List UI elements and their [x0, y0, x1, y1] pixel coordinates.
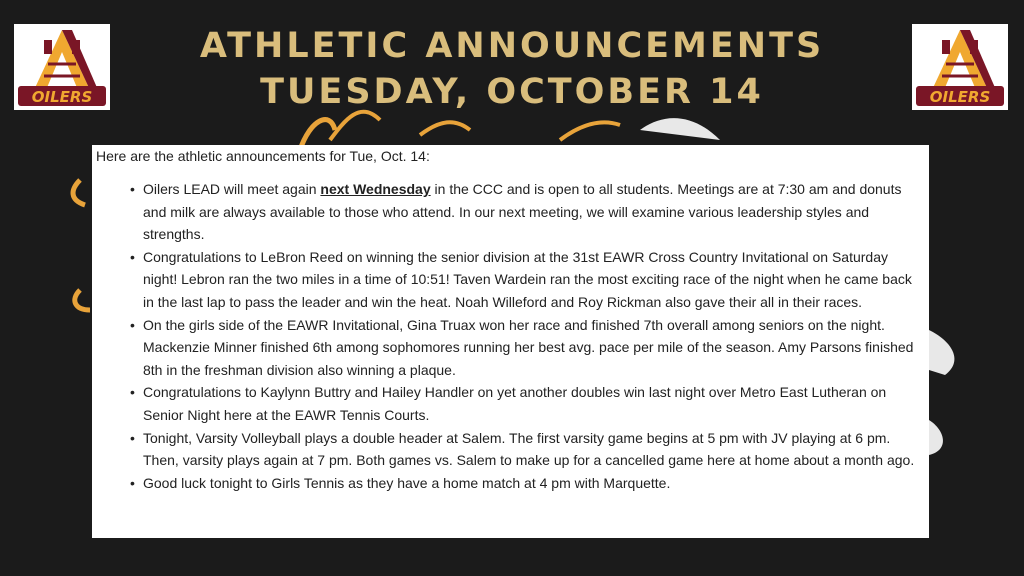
announcements-list — [92, 178, 924, 494]
logo-text: OILERS — [31, 88, 93, 106]
page-subtitle-date: TUESDAY, OCTOBER 14 — [260, 72, 764, 112]
list-item: • Tonight, Varsity Volleyball plays a double header at Salem. The first varsity game begins at 5 pm with JV playing at 6 pm. Then, varsity plays again at 7 pm. Both games vs. Salem to make up for a cancelled game here at home about a month ago. — [92, 427, 924, 472]
bullet-icon: • — [130, 248, 135, 265]
logo-text: OILERS — [929, 88, 991, 106]
list-item: • Congratulations to Kaylynn Buttry and Hailey Handler on yet another doubles win last night over Metro East Lutheran on Senior Night here at the EAWR Tennis Courts. — [92, 381, 924, 426]
page-title: ATHLETIC ANNOUNCEMENTS — [199, 26, 825, 66]
list-item: • On the girls side of the EAWR Invitational, Gina Truax won her race and finished 7th overall among seniors on the night. Mackenzie Minner finished 6th among sophomores running her best avg. pace per mile of the season. Amy Parsons finished 8th in the freshman division also winning a plaque. — [92, 314, 924, 382]
bullet-icon: • — [130, 181, 135, 197]
highlight-text: next Wednesday — [320, 181, 431, 197]
bullet-icon: • — [130, 316, 135, 333]
bullet-icon: • — [130, 474, 135, 491]
bullet-icon: • — [130, 429, 135, 446]
announcements-intro: Here are the athletic announcements for Tue, Oct. 14: — [96, 148, 430, 164]
list-item: • Congratulations to LeBron Reed on winning the senior division at the 31st EAWR Cross Country Invitational on Saturday night! Lebron ran the two miles in a time of 10:51! Taven Wardein ran the most exciting race of the night when he came back in the last lap to pass the leader and win the heat. Noah Willeford and Roy Rickman also gave their all in their races. — [92, 246, 924, 314]
announcements-panel — [92, 145, 929, 538]
list-item: • Oilers LEAD will meet again next Wednesday in the CCC and is open to all students. Meetings are at 7:30 am and donuts and milk are always available to those who attend. In our next meeting, we will examine various leadership styles and strengths. — [92, 178, 924, 246]
list-item: • Good luck tonight to Girls Tennis as they have a home match at 4 pm with Marquette. — [92, 472, 924, 495]
bullet-icon: • — [130, 384, 135, 401]
